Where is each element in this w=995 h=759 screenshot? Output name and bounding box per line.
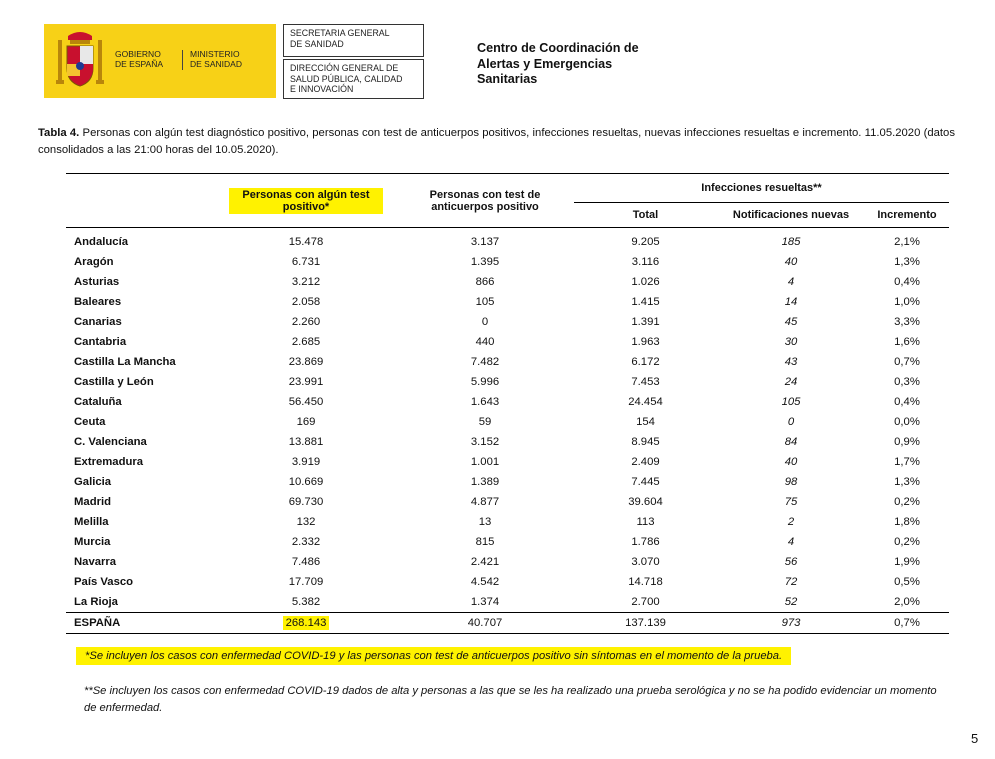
header-total: Total bbox=[574, 203, 717, 228]
incremento-cell: 0,3% bbox=[894, 376, 920, 388]
nuevas-cell: 24 bbox=[784, 376, 798, 388]
total-cell: 14.718 bbox=[628, 576, 663, 588]
table-row bbox=[66, 572, 949, 592]
positivo-cell: 23.869 bbox=[288, 356, 324, 368]
anticuerpos-cell: 866 bbox=[475, 276, 495, 288]
total-cell: 113 bbox=[636, 516, 655, 528]
positivo-cell: 69.730 bbox=[288, 496, 324, 508]
total-cell: 1.026 bbox=[631, 276, 660, 288]
region-cell: C. Valenciana bbox=[74, 436, 147, 448]
anticuerpos-cell: 59 bbox=[478, 416, 492, 428]
anticuerpos-cell: 13 bbox=[478, 516, 492, 528]
nuevas-cell: 30 bbox=[784, 336, 798, 348]
footnote-1: *Se incluyen los casos con enfermedad COVID-19 y las personas con test de anticuerpos positivo sin síntomas en el momento de la prueba. bbox=[76, 647, 791, 665]
positivo-cell: 56.450 bbox=[288, 396, 324, 408]
nuevas-cell: 72 bbox=[784, 576, 798, 588]
region-cell: Andalucía bbox=[74, 236, 128, 248]
total-cell: 24.454 bbox=[628, 396, 663, 408]
positivo-cell: 13.881 bbox=[288, 436, 324, 448]
ministerio-label: MINISTERIO DE SANIDAD bbox=[190, 49, 242, 69]
positivo-cell: 17.709 bbox=[288, 576, 324, 588]
region-cell: Aragón bbox=[74, 256, 114, 268]
nuevas-cell: 40 bbox=[784, 456, 798, 468]
table-row bbox=[66, 592, 949, 613]
positivo-cell: 5.382 bbox=[291, 596, 321, 608]
total-nuevas-cell: 973 bbox=[717, 613, 865, 634]
header-positivo-label: Personas con algún test positivo* bbox=[229, 188, 383, 214]
incremento-cell: 1,0% bbox=[894, 296, 920, 308]
nuevas-cell: 84 bbox=[784, 436, 798, 448]
total-cell: 6.172 bbox=[631, 356, 660, 368]
total-incremento-cell: 0,7% bbox=[865, 613, 949, 634]
positivo-cell: 132 bbox=[296, 516, 316, 528]
positivo-cell: 2.058 bbox=[291, 296, 321, 308]
anticuerpos-cell: 1.001 bbox=[470, 456, 500, 468]
total-positivo-cell bbox=[216, 613, 396, 634]
incremento-cell: 1,6% bbox=[894, 336, 920, 348]
header-nuevas: Notificaciones nuevas bbox=[717, 203, 865, 228]
incremento-cell: 0,2% bbox=[894, 536, 920, 548]
total-cell: 1.786 bbox=[631, 536, 660, 548]
total-cell: 7.453 bbox=[631, 376, 660, 388]
total-cell: 7.445 bbox=[631, 476, 660, 488]
header-incremento: Incremento bbox=[865, 203, 949, 228]
gobierno-label: GOBIERNO DE ESPAÑA bbox=[115, 49, 164, 69]
total-cell: 2.409 bbox=[631, 456, 660, 468]
nuevas-cell: 98 bbox=[784, 476, 798, 488]
table-row bbox=[66, 452, 949, 472]
header-anticuerpos-label: Personas con test de anticuerpos positivo bbox=[429, 188, 541, 213]
region-cell: Navarra bbox=[74, 556, 117, 568]
anticuerpos-cell: 3.137 bbox=[470, 236, 500, 248]
header-resueltas-group: Infecciones resueltas** bbox=[574, 174, 949, 203]
table-row bbox=[66, 372, 949, 392]
anticuerpos-cell: 0 bbox=[481, 316, 489, 328]
anticuerpos-cell: 440 bbox=[475, 336, 495, 348]
table-row bbox=[66, 412, 949, 432]
anticuerpos-cell: 1.389 bbox=[470, 476, 500, 488]
total-row bbox=[66, 613, 949, 634]
region-cell: La Rioja bbox=[74, 596, 118, 608]
nuevas-cell: 56 bbox=[784, 556, 798, 568]
region-cell: Asturias bbox=[74, 276, 120, 288]
total-total-cell: 137.139 bbox=[574, 613, 717, 634]
region-cell: Murcia bbox=[74, 536, 111, 548]
anticuerpos-cell: 1.374 bbox=[470, 596, 500, 608]
total-cell: 8.945 bbox=[631, 436, 660, 448]
region-cell: País Vasco bbox=[74, 576, 134, 588]
region-cell: Extremadura bbox=[74, 456, 144, 468]
total-region-cell: ESPAÑA bbox=[66, 613, 216, 634]
table-row bbox=[66, 552, 949, 572]
total-cell: 9.205 bbox=[631, 236, 660, 248]
total-cell: 2.700 bbox=[631, 596, 660, 608]
incremento-cell: 1,3% bbox=[894, 476, 920, 488]
caption-label: Tabla 4. bbox=[38, 127, 80, 139]
anticuerpos-cell: 2.421 bbox=[470, 556, 500, 568]
table-row bbox=[66, 392, 949, 412]
direccion-box: DIRECCIÓN GENERAL DE SALUD PÚBLICA, CALIDAD E INNOVACIÓN bbox=[283, 59, 424, 99]
footnote-2: **Se incluyen los casos con enfermedad COVID-19 dados de alta y personas a las que se les ha realizado una prueba serológica y no se ha podido evidenciar un momento de enfermedad. bbox=[84, 685, 937, 714]
nuevas-cell: 105 bbox=[781, 396, 801, 408]
total-cell: 3.116 bbox=[631, 256, 660, 268]
incremento-cell: 1,7% bbox=[894, 456, 920, 468]
center-title: Centro de Coordinación de Alertas y Emergencias Sanitarias bbox=[477, 41, 639, 86]
department-boxes bbox=[283, 24, 424, 99]
total-cell: 39.604 bbox=[628, 496, 663, 508]
table-row bbox=[66, 532, 949, 552]
anticuerpos-cell: 4.877 bbox=[470, 496, 500, 508]
positivo-cell: 2.685 bbox=[291, 336, 321, 348]
positivo-cell: 7.486 bbox=[291, 556, 321, 568]
table-row bbox=[66, 312, 949, 332]
region-cell: Madrid bbox=[74, 496, 112, 508]
total-positivo-value: 268.143 bbox=[283, 616, 330, 630]
region-cell: Cataluña bbox=[74, 396, 122, 408]
anticuerpos-cell: 1.395 bbox=[470, 256, 500, 268]
positivo-cell: 23.991 bbox=[288, 376, 324, 388]
region-cell: Canarias bbox=[74, 316, 122, 328]
positivo-cell: 2.332 bbox=[291, 536, 321, 548]
header-region bbox=[66, 174, 216, 228]
region-cell: Cantabria bbox=[74, 336, 127, 348]
data-table bbox=[66, 173, 949, 634]
nuevas-cell: 4 bbox=[787, 276, 795, 288]
anticuerpos-cell: 815 bbox=[475, 536, 495, 548]
incremento-cell: 0,0% bbox=[894, 416, 920, 428]
table-row bbox=[66, 432, 949, 452]
header-anticuerpos bbox=[396, 174, 574, 228]
coat-of-arms-icon bbox=[54, 30, 106, 92]
total-cell: 1.963 bbox=[631, 336, 660, 348]
positivo-cell: 3.919 bbox=[291, 456, 321, 468]
positivo-cell: 15.478 bbox=[288, 236, 324, 248]
region-cell: Melilla bbox=[74, 516, 109, 528]
incremento-cell: 0,2% bbox=[894, 496, 920, 508]
positivo-cell: 169 bbox=[296, 416, 316, 428]
nuevas-cell: 43 bbox=[784, 356, 798, 368]
positivo-cell: 6.731 bbox=[291, 256, 321, 268]
nuevas-cell: 4 bbox=[787, 536, 795, 548]
anticuerpos-cell: 105 bbox=[475, 296, 495, 308]
total-cell: 154 bbox=[636, 416, 655, 428]
table-row bbox=[66, 492, 949, 512]
positivo-cell: 2.260 bbox=[291, 316, 321, 328]
region-cell: Castilla y León bbox=[74, 376, 154, 388]
incremento-cell: 1,8% bbox=[894, 516, 920, 528]
total-cell: 1.391 bbox=[631, 316, 660, 328]
page-number: 5 bbox=[971, 731, 979, 746]
nuevas-cell: 52 bbox=[784, 596, 798, 608]
incremento-cell: 2,1% bbox=[894, 236, 920, 248]
table-row bbox=[66, 332, 949, 352]
table-row bbox=[66, 228, 949, 253]
incremento-cell: 0,4% bbox=[894, 396, 920, 408]
nuevas-cell: 40 bbox=[784, 256, 798, 268]
anticuerpos-cell: 3.152 bbox=[470, 436, 500, 448]
table-row bbox=[66, 272, 949, 292]
region-cell: Baleares bbox=[74, 296, 122, 308]
caption-text: Personas con algún test diagnóstico positivo, personas con test de anticuerpos positivos, infecciones resueltas, nuevas infecciones resueltas e incremento. 11.05.2020 (datos consolidados a las 21:00 horas del 10.05.2020). bbox=[38, 127, 955, 156]
total-anticuerpos-cell: 40.707 bbox=[396, 613, 574, 634]
secretaria-box: SECRETARIA GENERAL DE SANIDAD bbox=[283, 24, 424, 57]
incremento-cell: 0,9% bbox=[894, 436, 920, 448]
incremento-cell: 3,3% bbox=[894, 316, 920, 328]
logo-divider bbox=[182, 50, 183, 70]
region-cell: Ceuta bbox=[74, 416, 106, 428]
nuevas-cell: 75 bbox=[784, 496, 798, 508]
table-row bbox=[66, 252, 949, 272]
nuevas-cell: 14 bbox=[784, 296, 798, 308]
nuevas-cell: 185 bbox=[781, 236, 801, 248]
positivo-cell: 3.212 bbox=[291, 276, 321, 288]
table-row bbox=[66, 352, 949, 372]
incremento-cell: 0,4% bbox=[894, 276, 920, 288]
header-positivo bbox=[216, 174, 396, 228]
table-row bbox=[66, 472, 949, 492]
table-row bbox=[66, 292, 949, 312]
incremento-cell: 1,9% bbox=[894, 556, 920, 568]
incremento-cell: 1,3% bbox=[894, 256, 920, 268]
anticuerpos-cell: 5.996 bbox=[470, 376, 500, 388]
nuevas-cell: 0 bbox=[787, 416, 795, 428]
total-cell: 3.070 bbox=[631, 556, 660, 568]
region-cell: Castilla La Mancha bbox=[74, 356, 176, 368]
positivo-cell: 10.669 bbox=[288, 476, 324, 488]
incremento-cell: 2,0% bbox=[894, 596, 920, 608]
incremento-cell: 0,7% bbox=[894, 356, 920, 368]
table-caption bbox=[38, 125, 955, 159]
nuevas-cell: 2 bbox=[787, 516, 795, 528]
anticuerpos-cell: 4.542 bbox=[470, 576, 500, 588]
nuevas-cell: 45 bbox=[784, 316, 798, 328]
government-logo-band bbox=[44, 24, 276, 98]
incremento-cell: 0,5% bbox=[894, 576, 920, 588]
anticuerpos-cell: 7.482 bbox=[470, 356, 500, 368]
table-row bbox=[66, 512, 949, 532]
total-cell: 1.415 bbox=[631, 296, 660, 308]
region-cell: Galicia bbox=[74, 476, 112, 488]
anticuerpos-cell: 1.643 bbox=[470, 396, 500, 408]
